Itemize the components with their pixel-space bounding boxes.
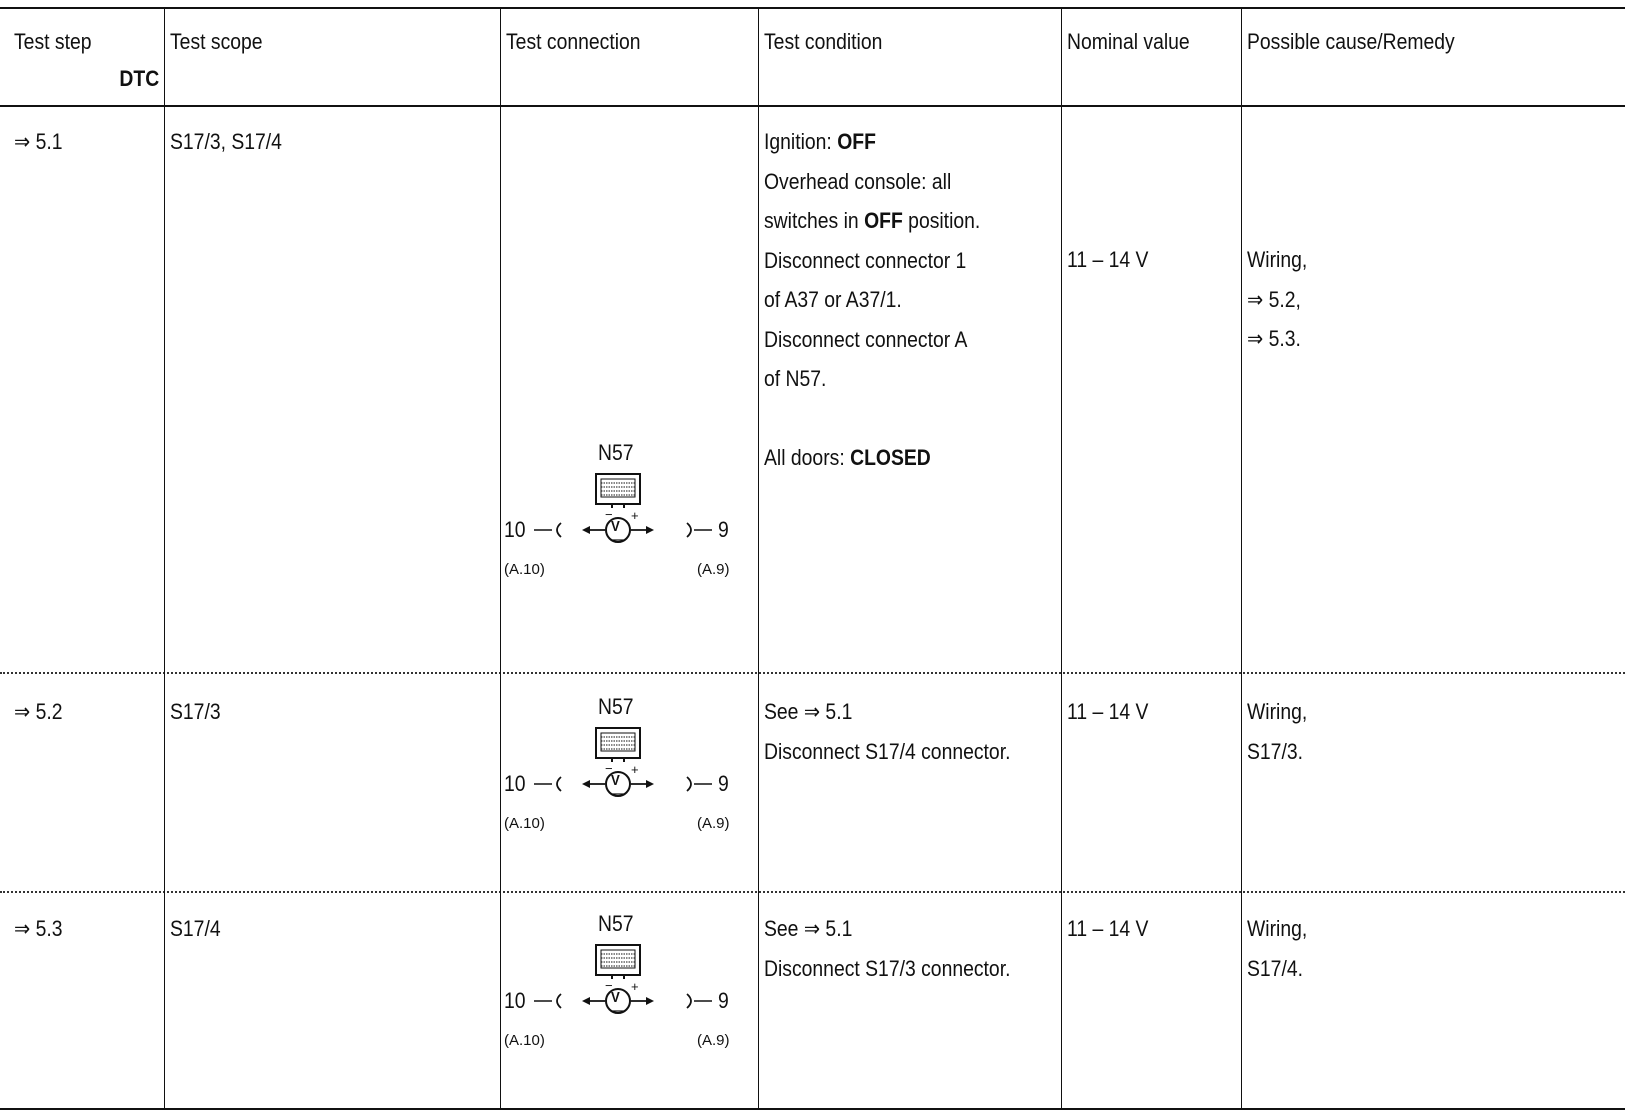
remedy-line: ⇒ 5.3. (1247, 326, 1301, 351)
condition-text: See ⇒ 5.1 (764, 699, 853, 724)
condition-line (764, 949, 1010, 989)
header-dtc: DTC (119, 66, 159, 91)
voltage-measurement-diagram (504, 440, 754, 590)
condition-line (764, 692, 1010, 732)
right-pin-reference: (A.9) (697, 1032, 730, 1049)
condition-text: position. (902, 208, 981, 233)
svg-text:+: + (631, 762, 639, 777)
condition-state: OFF (864, 208, 903, 233)
row-remedy (1247, 240, 1307, 359)
svg-text:−: − (605, 507, 613, 522)
left-pin-number: 10 (504, 988, 526, 1013)
condition-line (764, 280, 980, 320)
table-bottom-rule (0, 1108, 1625, 1110)
row-nominal-value: 11 – 14 V (1067, 916, 1149, 941)
right-pin-reference: (A.9) (697, 561, 730, 578)
condition-text: Disconnect connector A (764, 326, 968, 352)
row-remedy (1247, 909, 1307, 988)
left-pin-number: 10 (504, 517, 526, 542)
condition-text: Ignition: (764, 129, 838, 154)
row-test-scope: S17/4 (170, 916, 221, 941)
condition-text: See ⇒ 5.1 (764, 916, 853, 941)
right-pin-number: 9 (718, 771, 729, 796)
row-nominal-value: 11 – 14 V (1067, 699, 1149, 724)
row-test-step: ⇒ 5.3 (14, 916, 63, 941)
meter-symbol: V (611, 518, 620, 535)
condition-text: Disconnect S17/4 connector. (764, 738, 1011, 764)
component-label: N57 (598, 440, 634, 465)
condition-line (764, 241, 980, 281)
header-test-condition: Test condition (764, 29, 883, 54)
voltage-measurement-diagram (504, 911, 754, 1061)
condition-text: Disconnect S17/3 connector. (764, 955, 1011, 981)
row-test-scope: S17/3 (170, 699, 221, 724)
row-separator (0, 672, 1625, 674)
svg-text:−: − (605, 761, 613, 776)
right-pin-number: 9 (718, 517, 729, 542)
row-remedy (1247, 692, 1307, 771)
condition-line (764, 201, 980, 241)
column-divider (500, 8, 501, 1109)
header-test-connection: Test connection (506, 29, 641, 54)
condition-line (764, 359, 980, 399)
header-nominal-value: Nominal value (1067, 29, 1190, 54)
meter-symbol: V (611, 772, 620, 789)
condition-text: All doors: (764, 445, 851, 470)
remedy-line: Wiring, (1247, 699, 1308, 724)
row-test-condition (764, 909, 1010, 988)
condition-line (764, 732, 1010, 772)
condition-line (764, 122, 980, 162)
row-separator (0, 891, 1625, 893)
header-test-step: Test step (14, 29, 92, 54)
svg-text:−: − (605, 978, 613, 993)
svg-text:+: + (631, 979, 639, 994)
condition-text: of A37 or A37/1. (764, 287, 902, 312)
column-divider (1241, 8, 1242, 1109)
row-test-step: ⇒ 5.1 (14, 129, 63, 154)
condition-line (764, 399, 980, 439)
header-possible-cause: Possible cause/Remedy (1247, 29, 1455, 54)
column-divider (758, 8, 759, 1109)
remedy-line: ⇒ 5.2, (1247, 286, 1301, 312)
meter-symbol: V (611, 989, 620, 1006)
right-pin-reference: (A.9) (697, 815, 730, 832)
condition-state: CLOSED (850, 445, 931, 470)
column-divider (1061, 8, 1062, 1109)
condition-text: of N57. (764, 366, 827, 391)
row-nominal-value: 11 – 14 V (1067, 247, 1149, 272)
left-pin-reference: (A.10) (504, 815, 545, 832)
row-test-condition (764, 122, 980, 478)
component-label: N57 (598, 694, 634, 719)
remedy-line: S17/4. (1247, 955, 1303, 981)
condition-text: Overhead console: all (764, 168, 952, 194)
remedy-line: S17/3. (1247, 738, 1303, 764)
voltage-measurement-diagram (504, 694, 754, 844)
right-pin-number: 9 (718, 988, 729, 1013)
svg-text:+: + (631, 508, 639, 523)
row-test-condition (764, 692, 1010, 771)
header-test-scope: Test scope (170, 29, 263, 54)
condition-text: switches in (764, 208, 865, 233)
remedy-line: Wiring, (1247, 247, 1308, 272)
condition-line (764, 909, 1010, 949)
left-pin-reference: (A.10) (504, 1032, 545, 1049)
condition-line (764, 438, 980, 478)
header-bottom-rule (0, 105, 1625, 107)
condition-text: Disconnect connector 1 (764, 247, 967, 273)
table-top-rule (0, 7, 1625, 9)
component-label: N57 (598, 911, 634, 936)
condition-line (764, 162, 980, 202)
condition-line (764, 320, 980, 360)
row-test-step: ⇒ 5.2 (14, 699, 63, 724)
column-divider (164, 8, 165, 1109)
row-test-scope: S17/3, S17/4 (170, 129, 282, 154)
remedy-line: Wiring, (1247, 916, 1308, 941)
left-pin-number: 10 (504, 771, 526, 796)
condition-state: OFF (837, 129, 876, 154)
left-pin-reference: (A.10) (504, 561, 545, 578)
